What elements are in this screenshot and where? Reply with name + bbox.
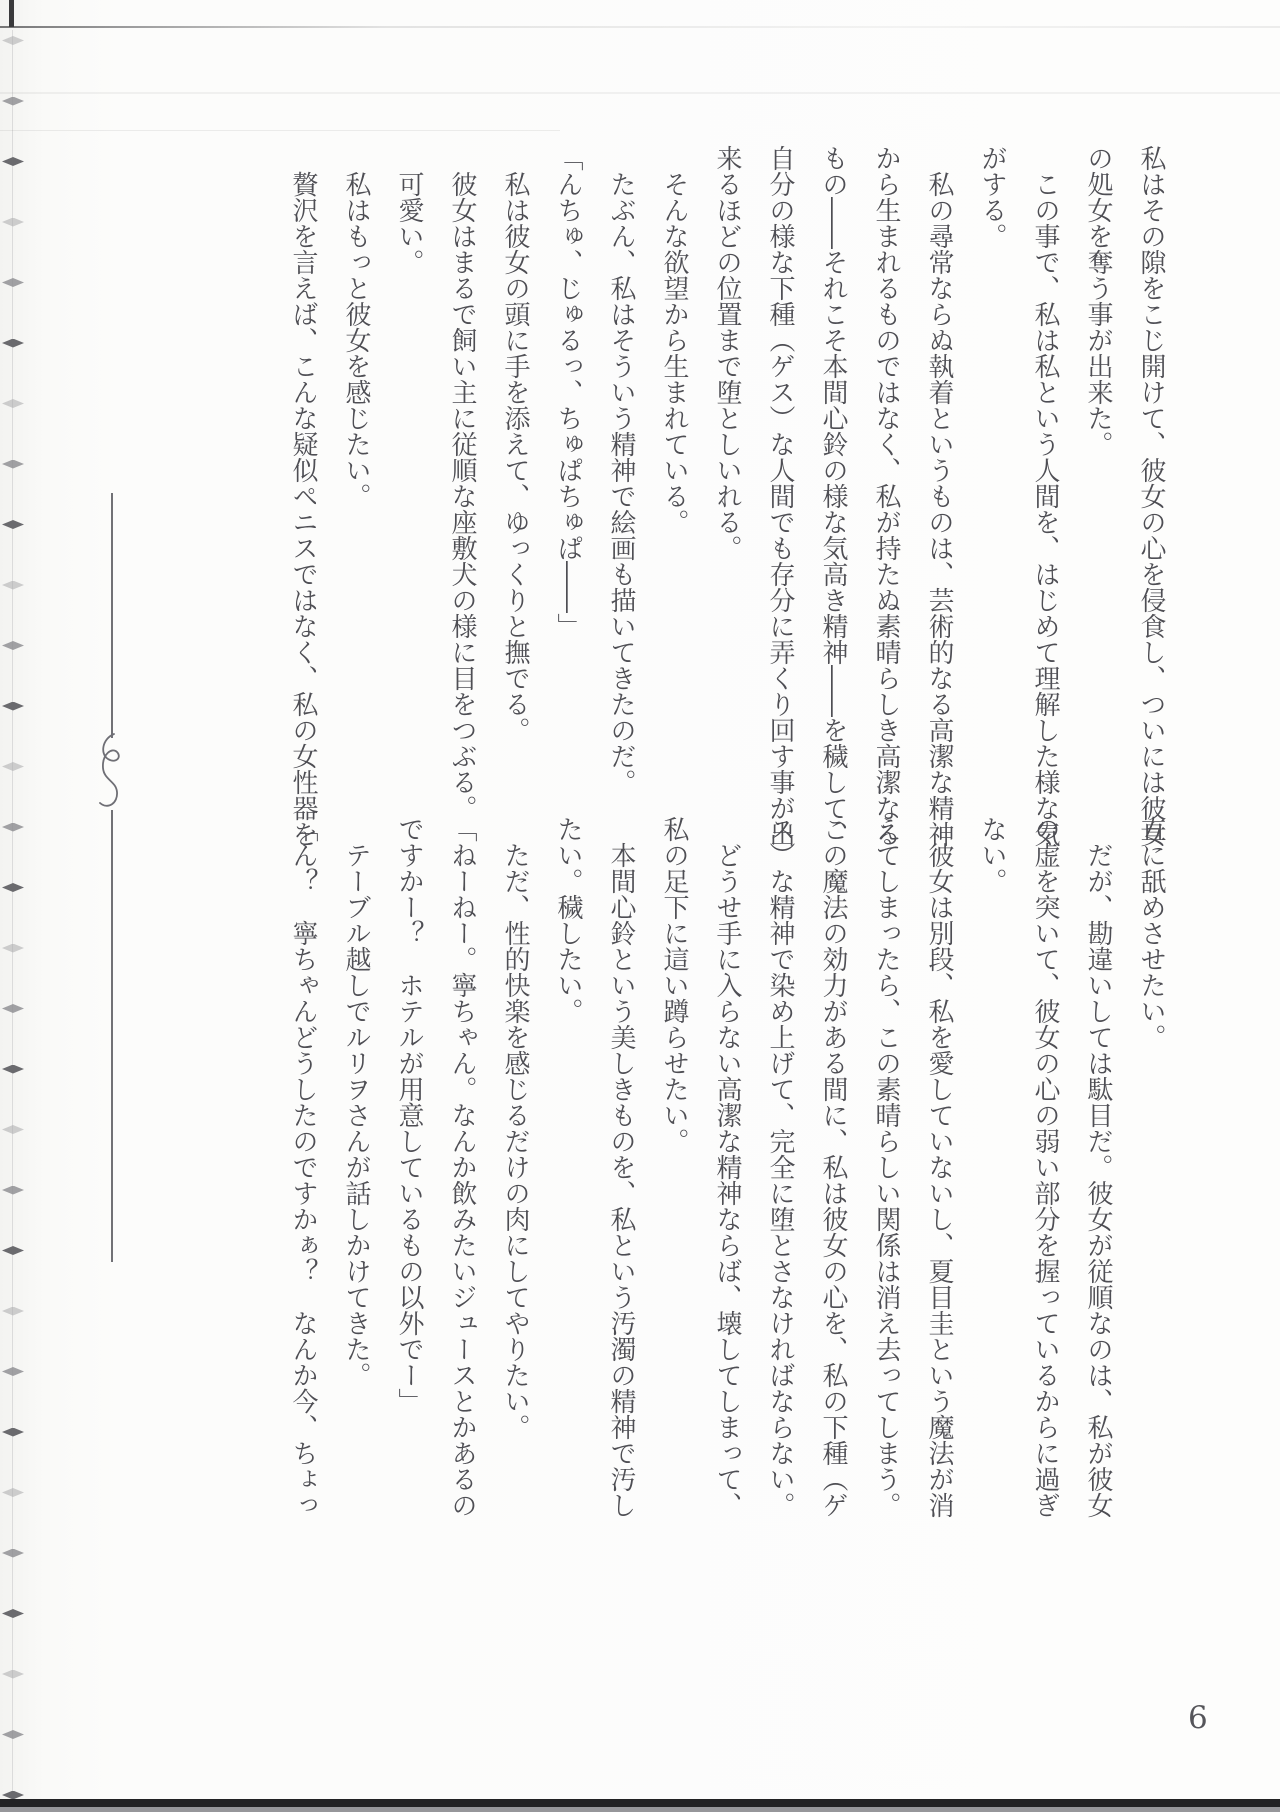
binding-mark — [2, 883, 24, 892]
binding-mark — [2, 1488, 24, 1497]
binding-mark — [2, 460, 24, 469]
scan-line — [0, 92, 1280, 94]
binding-mark — [2, 1428, 24, 1437]
paragraph: 「んちゅ、じゅるっ、ちゅぱちゅぱ――」 — [553, 145, 583, 639]
paragraph: どうせ手に入らない高潔な精神ならば、壊してしまって、私の足下に這い蹲らせたい。 — [659, 816, 742, 1518]
paragraph: この事で、私は私という人間を、はじめて理解した様な気がする。 — [977, 145, 1060, 847]
paragraph: 彼女はまるで飼い主に従順な座敷犬の様に目をつぶる。 — [447, 145, 477, 821]
binding-mark — [2, 1186, 24, 1195]
binding-mark — [2, 399, 24, 408]
bottom-edge-scan-bar — [0, 1799, 1280, 1807]
binding-mark — [2, 1065, 24, 1074]
binding-mark — [2, 641, 24, 650]
text-block-top — [276, 145, 1177, 851]
binding-mark — [2, 218, 24, 227]
text-block-bottom — [276, 816, 1177, 1522]
binding-edge-rail — [12, 30, 13, 1796]
paragraph: 直に舐めさせたい。 — [1136, 816, 1166, 1050]
paragraph: 本間心鈴という美しきものを、私という汚濁の精神で汚したい。穢したい。 — [553, 816, 636, 1518]
top-edge-scan-line — [0, 26, 1280, 28]
paragraph: 「ねーねー。寧ちゃん。なんか飲みたいジュースとかあるのですかー？ ホテルが用意しているもの以外でー」 — [394, 816, 477, 1518]
paragraph: 私はもっと彼女を感じたい。 — [341, 145, 371, 509]
binding-mark — [2, 1125, 24, 1134]
binding-mark — [2, 944, 24, 953]
paragraph: 私は彼女の頭に手を添えて、ゆっくりと撫でる。 — [500, 145, 530, 743]
page-number: 6 — [1188, 1700, 1208, 1736]
binding-mark — [2, 581, 24, 590]
paragraph: だが、勘違いしては駄目だ。彼女が従順なのは、私が彼女の虚を突いて、彼女の心の弱い部分を握っているからに過ぎない。 — [977, 816, 1113, 1518]
section-divider-upper-line — [111, 493, 113, 738]
flourish-ornament-icon — [90, 732, 134, 814]
binding-mark — [2, 1670, 24, 1679]
paragraph: 私はその隙をこじ開けて、彼女の心を侵食し、ついには彼女の処女を奪う事が出来た。 — [1083, 145, 1166, 847]
binding-mark — [2, 339, 24, 348]
paragraph: たぶん、私はそういう精神で絵画も描いてきたのだ。 — [606, 145, 636, 795]
binding-mark — [2, 520, 24, 529]
section-divider-lower-line — [111, 810, 113, 1262]
binding-mark — [2, 36, 24, 45]
binding-mark — [2, 762, 24, 771]
corner-tick — [9, 0, 14, 27]
binding-mark — [2, 1307, 24, 1316]
binding-mark — [2, 1367, 24, 1376]
paragraph: 私の尋常ならぬ執着というものは、芸術的なる高潔な精神から生まれるものではなく、私が持たぬ素晴らしき高潔なるもの――それこそ本間心鈴の様な気高き精神――を穢して、自分の様な下種（ゲス）な人間でも存分に弄くり回す事が出来るほどの位置まで堕としいれる。 — [712, 145, 954, 847]
binding-mark — [2, 1246, 24, 1255]
binding-mark — [2, 702, 24, 711]
paragraph: 彼女は別段、私を愛していないし、夏目圭という魔法が消えてしまったら、この素晴らしい関係は消え去ってしまう。この魔法の効力がある間に、私は彼女の心を、私の下種（ゲス）な精神で染め上げて、完全に堕とさなければならない。 — [765, 816, 954, 1518]
binding-mark — [2, 1730, 24, 1739]
scan-line — [0, 130, 560, 131]
paragraph: テーブル越しでルリヲさんが話しかけてきた。 — [341, 816, 371, 1388]
binding-mark — [2, 823, 24, 832]
paragraph: ただ、性的快楽を感じるだけの肉にしてやりたい。 — [500, 816, 530, 1440]
paragraph: 贅沢を言えば、こんな疑似ペニスではなく、私の女性器を — [288, 145, 318, 847]
binding-mark — [2, 1609, 24, 1618]
paragraph: 「ん？ 寧ちゃんどうしたのですかぁ？ なんか今、ちょっ — [288, 816, 318, 1518]
binding-mark — [2, 1549, 24, 1558]
bottom-edge-fade — [0, 1807, 1280, 1812]
binding-mark — [2, 278, 24, 287]
paragraph: そんな欲望から生まれている。 — [659, 145, 689, 535]
paragraph: 可愛い。 — [394, 145, 424, 275]
binding-mark — [2, 157, 24, 166]
binding-mark — [2, 97, 24, 106]
binding-mark — [2, 1004, 24, 1013]
